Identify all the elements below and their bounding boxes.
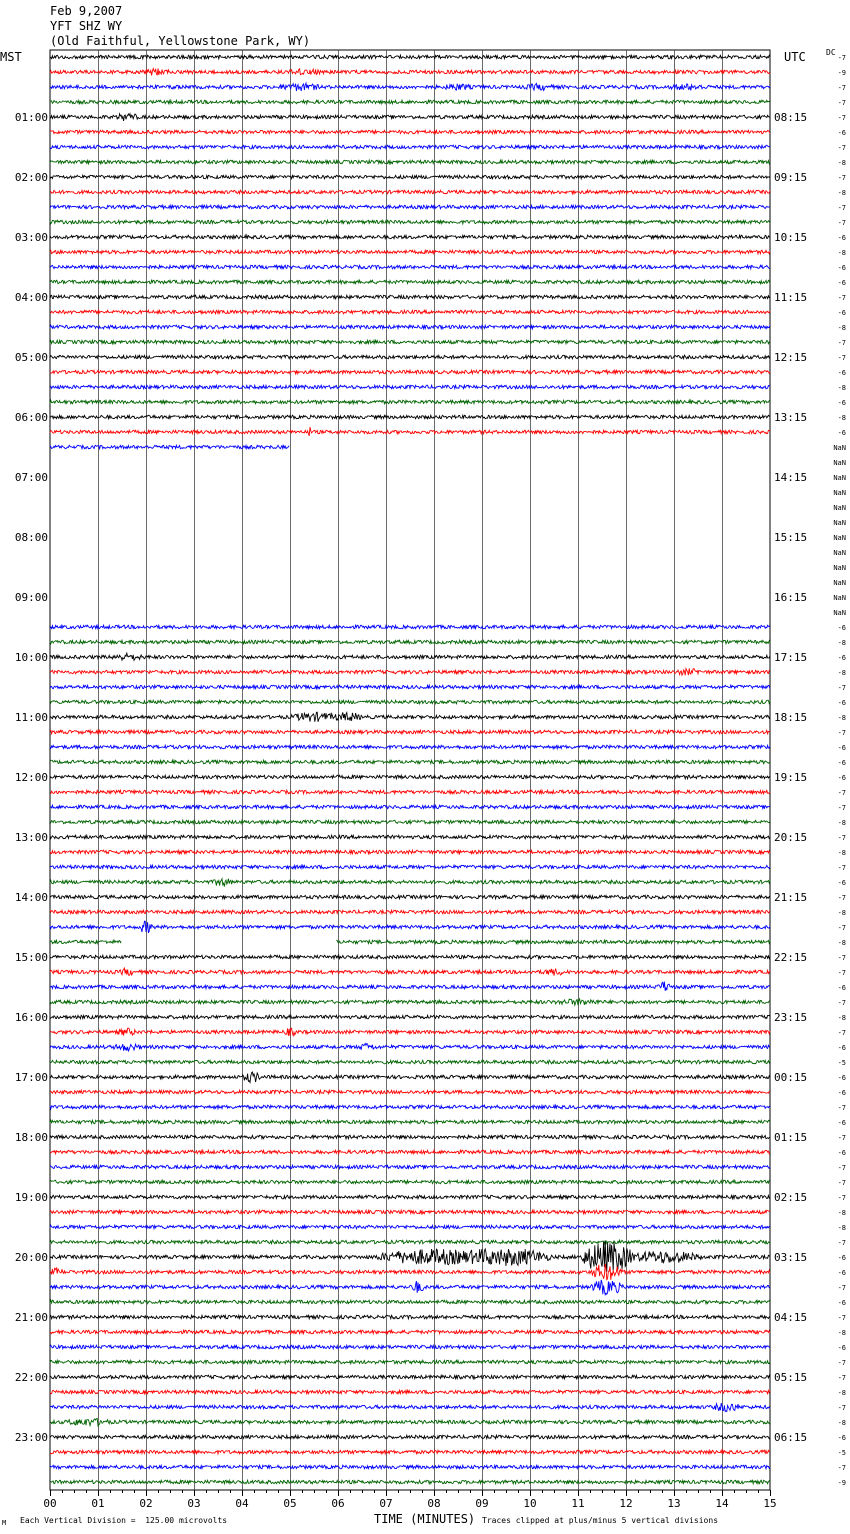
left-hour-label: 12:00 xyxy=(14,771,48,784)
trace-row xyxy=(50,730,770,734)
dc-offset-value: NaN xyxy=(833,504,846,512)
dc-offset-value: -9 xyxy=(837,1479,846,1487)
left-hour-label: 19:00 xyxy=(14,1191,48,1204)
dc-offset-value: -6 xyxy=(837,1074,846,1082)
trace-row xyxy=(50,114,770,121)
trace-row xyxy=(50,940,770,944)
trace-row xyxy=(50,1028,770,1036)
dc-offset-value: -7 xyxy=(837,54,846,62)
right-hour-label: 13:15 xyxy=(774,411,808,424)
x-tick-label: 11 xyxy=(571,1497,585,1510)
left-hour-label: 08:00 xyxy=(14,531,48,544)
trace-row xyxy=(50,653,770,660)
trace-row xyxy=(50,1180,770,1184)
x-tick-label: 00 xyxy=(43,1497,57,1510)
dc-offset-value: NaN xyxy=(833,519,846,527)
trace-row xyxy=(50,1210,770,1214)
trace-row xyxy=(50,1240,770,1244)
trace-row xyxy=(50,775,770,779)
trace-row xyxy=(50,685,770,689)
trace-row xyxy=(50,1450,770,1454)
dc-offset-value: NaN xyxy=(833,534,846,542)
dc-offset-value: NaN xyxy=(833,609,846,617)
dc-offset-value: -6 xyxy=(837,744,846,752)
dc-offset-value: -7 xyxy=(837,144,846,152)
trace-row xyxy=(50,668,770,675)
dc-offset-value: -6 xyxy=(837,1149,846,1157)
left-hour-label: 22:00 xyxy=(14,1371,48,1384)
trace-row xyxy=(50,1044,770,1051)
right-hour-label: 01:15 xyxy=(774,1131,808,1144)
left-hour-label: 15:00 xyxy=(14,951,48,964)
dc-offset-value: -7 xyxy=(837,84,846,92)
dc-offset-value: -5 xyxy=(837,1449,846,1457)
dc-offset-value: NaN xyxy=(833,594,846,602)
trace-row xyxy=(50,790,770,794)
right-hour-label: 10:15 xyxy=(774,231,808,244)
x-axis-title: TIME (MINUTES) xyxy=(374,1512,476,1526)
right-hour-label: 02:15 xyxy=(774,1191,808,1204)
dc-offset-value: -6 xyxy=(837,624,846,632)
trace-row xyxy=(50,850,770,854)
x-tick-label: 09 xyxy=(475,1497,489,1510)
dc-offset-value: -6 xyxy=(837,1344,846,1352)
left-hour-label: 20:00 xyxy=(14,1251,48,1264)
trace-row xyxy=(50,955,770,959)
trace-row xyxy=(50,145,770,149)
x-tick-label: 03 xyxy=(187,1497,201,1510)
trace-row xyxy=(50,805,770,809)
trace-row xyxy=(50,220,770,224)
x-tick-label: 07 xyxy=(379,1497,393,1510)
left-hour-label: 01:00 xyxy=(14,111,48,124)
trace-row xyxy=(50,712,770,722)
station-code: YFT SHZ WY xyxy=(50,19,123,33)
trace-row xyxy=(50,160,770,164)
dc-offset-value: -6 xyxy=(837,699,846,707)
dc-offset-value: NaN xyxy=(833,579,846,587)
left-hour-label: 05:00 xyxy=(14,351,48,364)
x-tick-label: 13 xyxy=(667,1497,681,1510)
right-timezone-label: UTC xyxy=(784,50,806,64)
trace-row xyxy=(50,235,770,239)
dc-offset-value: -7 xyxy=(837,804,846,812)
right-hour-label: 11:15 xyxy=(774,291,808,304)
right-hour-label: 20:15 xyxy=(774,831,808,844)
dc-offset-value: -7 xyxy=(837,1404,846,1412)
dc-offset-value: -8 xyxy=(837,669,846,677)
dc-offset-value: -8 xyxy=(837,1419,846,1427)
trace-row xyxy=(50,415,770,419)
trace-row xyxy=(50,640,770,644)
trace-row xyxy=(50,745,770,749)
dc-offset-value: -7 xyxy=(837,1374,846,1382)
trace-row xyxy=(50,910,770,914)
dc-offset-value: -7 xyxy=(837,1314,846,1322)
clip-note: Traces clipped at plus/minus 5 vertical divisions xyxy=(482,1516,719,1525)
station-location: (Old Faithful, Yellowstone Park, WY) xyxy=(50,34,311,48)
dc-offset-value: -7 xyxy=(837,969,846,977)
right-hour-label: 04:15 xyxy=(774,1311,808,1324)
trace-row xyxy=(50,921,770,933)
trace-row xyxy=(50,1105,770,1109)
dc-offset-value: -6 xyxy=(837,759,846,767)
dc-offset-value: -7 xyxy=(837,999,846,1007)
right-hour-label: 18:15 xyxy=(774,711,808,724)
dc-offset-value: -6 xyxy=(837,984,846,992)
dc-offset-value: -6 xyxy=(837,234,846,242)
dc-offset-value: -8 xyxy=(837,939,846,947)
left-hour-label: 07:00 xyxy=(14,471,48,484)
dc-offset-value: -6 xyxy=(837,879,846,887)
x-tick-label: 15 xyxy=(763,1497,777,1510)
trace-row xyxy=(50,1345,770,1349)
scale-note: Each Vertical Division = 125.00 microvolts xyxy=(20,1516,228,1525)
dc-offset-value: -6 xyxy=(837,1089,846,1097)
dc-offset-value: -8 xyxy=(837,189,846,197)
dc-offset-value: -6 xyxy=(837,1119,846,1127)
dc-offset-value: -6 xyxy=(837,774,846,782)
trace-row xyxy=(50,865,770,869)
trace-row xyxy=(50,1480,770,1484)
dc-offset-value: -6 xyxy=(837,1434,846,1442)
trace-row xyxy=(50,1403,770,1411)
trace-row xyxy=(50,427,770,436)
dc-offset-value: -7 xyxy=(837,954,846,962)
left-hour-label: 23:00 xyxy=(14,1431,48,1444)
trace-row xyxy=(50,325,770,329)
dc-offset-value: -7 xyxy=(837,924,846,932)
dc-offset-value: -7 xyxy=(837,1104,846,1112)
right-hour-label: 15:15 xyxy=(774,531,808,544)
trace-row xyxy=(50,130,770,134)
dc-offset-value: -7 xyxy=(837,1464,846,1472)
dc-offset-value: -7 xyxy=(837,1239,846,1247)
left-hour-label: 06:00 xyxy=(14,411,48,424)
trace-row xyxy=(50,280,770,284)
dc-offset-value: -7 xyxy=(837,294,846,302)
dc-offset-value: NaN xyxy=(833,474,846,482)
dc-offset-value: NaN xyxy=(833,489,846,497)
trace-row xyxy=(50,895,770,899)
left-hour-label: 21:00 xyxy=(14,1311,48,1324)
trace-row xyxy=(50,1015,770,1019)
trace-row xyxy=(50,370,770,374)
trace-row xyxy=(50,68,770,75)
dc-offset-value: -7 xyxy=(837,894,846,902)
dc-offset-value: -8 xyxy=(837,909,846,917)
left-hour-label: 02:00 xyxy=(14,171,48,184)
right-hour-label: 22:15 xyxy=(774,951,808,964)
x-tick-label: 06 xyxy=(331,1497,345,1510)
trace-row xyxy=(50,1315,770,1319)
dc-offset-value: -8 xyxy=(837,384,846,392)
x-tick-label: 04 xyxy=(235,1497,249,1510)
dc-offset-value: -6 xyxy=(837,309,846,317)
trace-row xyxy=(50,1072,770,1082)
trace-row xyxy=(50,445,289,449)
trace-row xyxy=(50,1375,770,1379)
dc-offset-value: -6 xyxy=(837,279,846,287)
dc-offset-value: -7 xyxy=(837,834,846,842)
dc-offset-value: -7 xyxy=(837,99,846,107)
right-hour-label: 05:15 xyxy=(774,1371,808,1384)
dc-offset-value: -8 xyxy=(837,1329,846,1337)
trace-row xyxy=(50,1360,770,1364)
dc-offset-value: -7 xyxy=(837,684,846,692)
x-tick-label: 12 xyxy=(619,1497,633,1510)
trace-row xyxy=(50,190,770,194)
dc-offset-value: -7 xyxy=(837,1284,846,1292)
trace-row xyxy=(50,250,770,254)
dc-offset-value: -6 xyxy=(837,1254,846,1262)
trace-row xyxy=(50,55,770,59)
right-hour-label: 23:15 xyxy=(774,1011,808,1024)
left-hour-label: 11:00 xyxy=(14,711,48,724)
trace-row xyxy=(50,1241,770,1271)
dc-offset-value: -6 xyxy=(837,429,846,437)
x-tick-label: 08 xyxy=(427,1497,441,1510)
trace-row xyxy=(50,1195,770,1199)
dc-offset-value: -8 xyxy=(837,1389,846,1397)
trace-row xyxy=(50,175,770,179)
dc-offset-value: -7 xyxy=(837,864,846,872)
dc-offset-value: -7 xyxy=(837,1179,846,1187)
left-hour-label: 16:00 xyxy=(14,1011,48,1024)
dc-offset-value: -8 xyxy=(837,1014,846,1022)
trace-row xyxy=(50,1150,770,1154)
dc-offset-value: -8 xyxy=(837,249,846,257)
dc-offset-value: -8 xyxy=(837,1224,846,1232)
dc-offset-value: -7 xyxy=(837,729,846,737)
dc-offset-value: -6 xyxy=(837,654,846,662)
trace-row xyxy=(50,1280,770,1295)
dc-offset-value: -8 xyxy=(837,714,846,722)
trace-row xyxy=(50,295,770,299)
left-hour-label: 17:00 xyxy=(14,1071,48,1084)
dc-offset-value: -7 xyxy=(837,1029,846,1037)
trace-row xyxy=(50,385,770,389)
trace-row xyxy=(50,879,770,887)
dc-offset-value: NaN xyxy=(833,564,846,572)
dc-offset-value: -6 xyxy=(837,1044,846,1052)
dc-offset-value: -8 xyxy=(837,639,846,647)
dc-offset-value: -7 xyxy=(837,204,846,212)
trace-row xyxy=(50,999,770,1005)
dc-offset-header: DC xyxy=(826,48,836,57)
trace-row xyxy=(50,982,770,991)
right-hour-label: 19:15 xyxy=(774,771,808,784)
right-hour-label: 06:15 xyxy=(774,1431,808,1444)
trace-row xyxy=(50,820,770,824)
trace-row xyxy=(50,835,770,839)
trace-row xyxy=(50,340,770,344)
trace-row xyxy=(50,83,770,91)
right-hour-label: 12:15 xyxy=(774,351,808,364)
trace-row xyxy=(50,1435,770,1439)
trace-row xyxy=(50,1390,770,1394)
x-tick-label: 14 xyxy=(715,1497,729,1510)
trace-row xyxy=(50,205,770,209)
right-hour-label: 16:15 xyxy=(774,591,808,604)
dc-offset-value: -7 xyxy=(837,339,846,347)
trace-row xyxy=(50,1419,770,1426)
dc-offset-value: -5 xyxy=(837,1059,846,1067)
left-hour-label: 13:00 xyxy=(14,831,48,844)
trace-row xyxy=(50,310,770,314)
left-hour-label: 10:00 xyxy=(14,651,48,664)
left-hour-label: 09:00 xyxy=(14,591,48,604)
dc-offset-value: -8 xyxy=(837,159,846,167)
right-hour-label: 09:15 xyxy=(774,171,808,184)
trace-row xyxy=(50,625,770,629)
dc-offset-value: NaN xyxy=(833,549,846,557)
left-hour-label: 14:00 xyxy=(14,891,48,904)
trace-row xyxy=(50,355,770,359)
trace-row xyxy=(50,760,770,764)
trace-row xyxy=(50,1135,770,1139)
right-hour-label: 00:15 xyxy=(774,1071,808,1084)
dc-offset-value: -7 xyxy=(837,789,846,797)
left-hour-label: 18:00 xyxy=(14,1131,48,1144)
dc-offset-value: -8 xyxy=(837,414,846,422)
trace-row xyxy=(50,1264,770,1280)
left-timezone-label: MST xyxy=(0,50,22,64)
trace-row xyxy=(50,968,770,976)
right-hour-label: 08:15 xyxy=(774,111,808,124)
trace-row xyxy=(50,700,770,704)
x-tick-label: 01 xyxy=(91,1497,105,1510)
trace-row xyxy=(50,1465,770,1469)
dc-offset-value: -8 xyxy=(837,819,846,827)
dc-offset-value: -7 xyxy=(837,1359,846,1367)
trace-row xyxy=(50,1060,770,1064)
x-tick-label: 02 xyxy=(139,1497,153,1510)
trace-row xyxy=(50,1300,770,1304)
dc-offset-value: -7 xyxy=(837,354,846,362)
left-hour-label: 04:00 xyxy=(14,291,48,304)
trace-row xyxy=(50,1330,770,1334)
x-tick-label: 05 xyxy=(283,1497,297,1510)
dc-offset-value: -6 xyxy=(837,369,846,377)
dc-offset-value: -7 xyxy=(837,1194,846,1202)
dc-offset-value: -8 xyxy=(837,324,846,332)
dc-offset-value: -7 xyxy=(837,174,846,182)
trace-row xyxy=(50,1120,770,1124)
dc-offset-value: -7 xyxy=(837,219,846,227)
trace-row xyxy=(50,100,770,104)
dc-offset-value: -8 xyxy=(837,1209,846,1217)
trace-row xyxy=(50,400,770,404)
dc-offset-value: -9 xyxy=(837,69,846,77)
trace-row xyxy=(50,1090,770,1094)
right-hour-label: 03:15 xyxy=(774,1251,808,1264)
dc-offset-value: -8 xyxy=(837,849,846,857)
left-hour-label: 03:00 xyxy=(14,231,48,244)
dc-offset-value: -6 xyxy=(837,399,846,407)
right-hour-label: 14:15 xyxy=(774,471,808,484)
plot-date: Feb 9,2007 xyxy=(50,4,123,18)
trace-row xyxy=(50,1225,770,1229)
dc-offset-value: -6 xyxy=(837,1269,846,1277)
trace-row xyxy=(50,265,770,269)
dc-offset-value: -6 xyxy=(837,264,846,272)
x-tick-label: 10 xyxy=(523,1497,537,1510)
trace-row xyxy=(50,1165,770,1169)
dc-offset-value: NaN xyxy=(833,444,846,452)
dc-offset-value: -7 xyxy=(837,1134,846,1142)
corner-mark: M xyxy=(2,1519,7,1527)
dc-offset-value: -6 xyxy=(837,129,846,137)
dc-offset-value: -7 xyxy=(837,1164,846,1172)
dc-offset-value: NaN xyxy=(833,459,846,467)
right-hour-label: 21:15 xyxy=(774,891,808,904)
right-hour-label: 17:15 xyxy=(774,651,808,664)
dc-offset-value: -6 xyxy=(837,1299,846,1307)
dc-offset-value: -7 xyxy=(837,114,846,122)
